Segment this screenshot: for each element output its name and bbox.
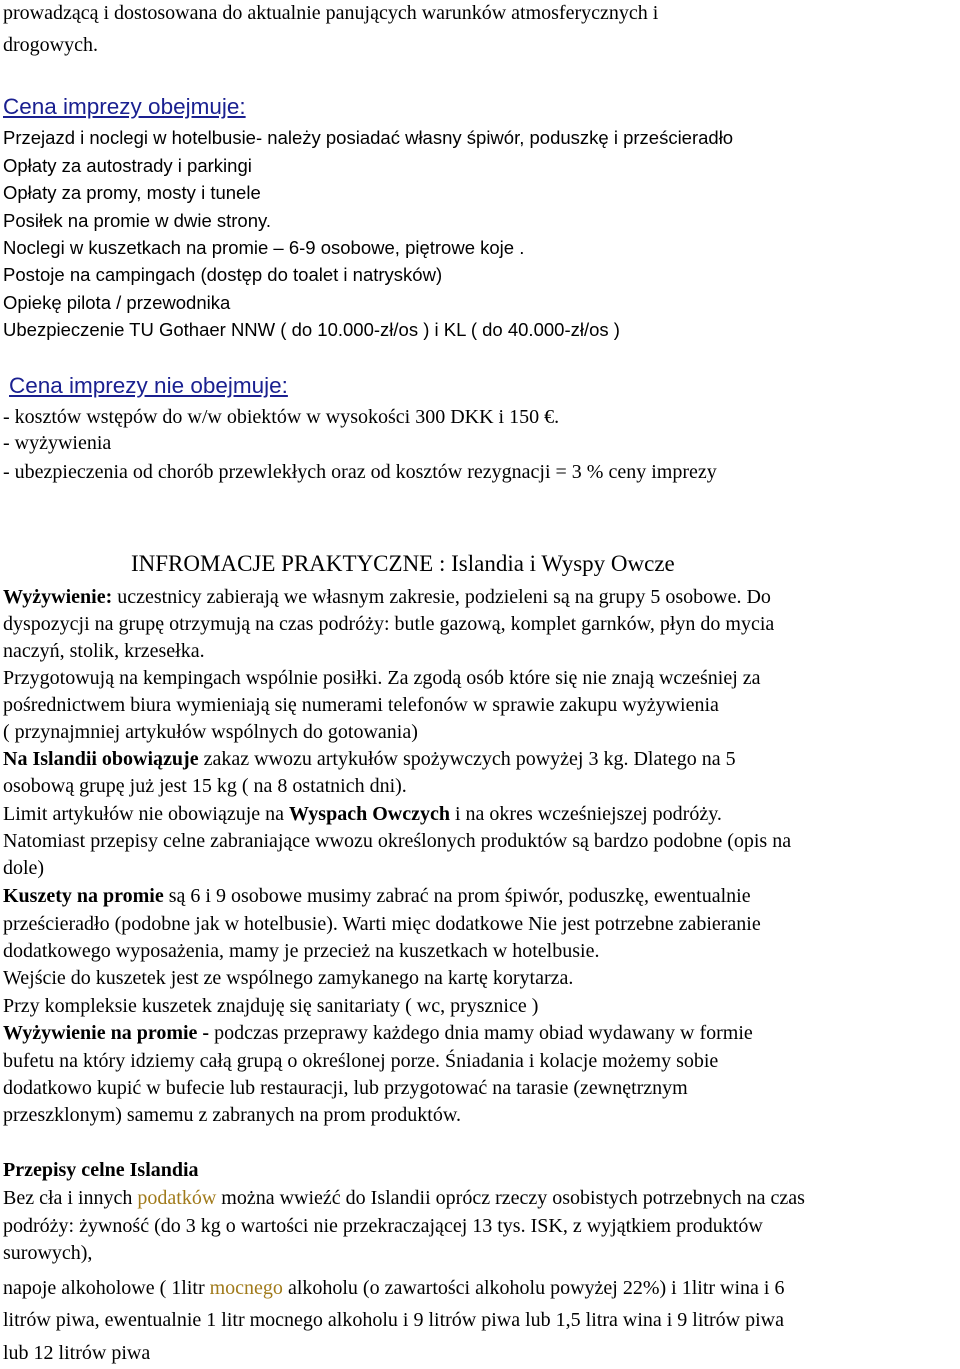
iceland-paragraph-line xyxy=(3,747,736,771)
entry-line: Wejście do kuszetek jest ze wspólnego zamykanego na kartę korytarza. xyxy=(3,967,574,989)
ferry-food-line: przeszklonym) samemu z zabranych na prom produktów. xyxy=(3,1104,461,1126)
food-paragraph-line: dyspozycji na grupę otrzymują na czas podróży: butle gazową, komplet garnków, płyn do mycia xyxy=(3,613,775,635)
ferry-food-text: podczas przeprawy każdego dnia mamy obiad wydawany w formie xyxy=(209,1022,753,1044)
rules-line: podróży: żywność (do 3 kg o wartości nie przekraczającej 13 tys. ISK, z wyjątkiem produktów xyxy=(3,1215,763,1237)
excluded-item: - ubezpieczenia od chorób przewlekłych oraz od kosztów rezygnacji = 3 % ceny imprezy xyxy=(3,461,717,483)
rules-line: surowych), xyxy=(3,1242,93,1264)
included-item: Noclegi w kuszetkach na promie – 6-9 osobowe, piętrowe koje . xyxy=(3,237,525,258)
mocnego-link[interactable]: mocnego xyxy=(209,1277,283,1299)
included-heading: Cena imprezy obejmuje: xyxy=(3,94,246,119)
intro-line-1: prowadzącą i dostosowana do aktualnie panujących warunków atmosferycznych i xyxy=(3,2,659,24)
included-item: Posiłek na promie w dwie strony. xyxy=(3,210,272,231)
podatkow-link[interactable]: podatków xyxy=(137,1187,217,1209)
rules-pre: Bez cła i innych xyxy=(3,1187,138,1209)
excluded-heading: Cena imprezy nie obejmuje: xyxy=(9,373,288,398)
included-item: Opiekę pilota / przewodnika xyxy=(3,292,231,313)
iceland-bold: Na Islandii obowiązuje xyxy=(3,748,199,770)
limit-pre: Limit artykułów nie obowiązuje na xyxy=(3,803,290,825)
food-label: Wyżywienie: xyxy=(3,586,113,608)
cabins-line: prześcieradło (podobne jak w hotelbusie). Warti mięc dodatkowe Nie jest potrzebne zabieranie xyxy=(3,913,761,935)
cooking-paragraph-line: Przygotowują na kempingach wspólnie posiłki. Za zgodą osób które się nie znają wcześniej za xyxy=(3,667,761,689)
cooking-paragraph-line: pośrednictwem biura wymieniają się numerami telefonów w sprawie zakupu wyżywienia xyxy=(3,694,719,716)
cabins-text: są 6 i 9 osobowe musimy zabrać na prom śpiwór, poduszkę, ewentualnie xyxy=(163,885,751,907)
food-paragraph-line xyxy=(3,585,771,609)
alcohol-post: alkoholu (o zawartości alkoholu powyżej 22%) i 1litr wina i 6 xyxy=(282,1277,785,1299)
customs-heading-text: Przepisy celne Islandia xyxy=(3,1159,199,1181)
included-item: Przejazd i noclegi w hotelbusie- należy posiadać własny śpiwór, poduszkę i prześcieradło xyxy=(3,127,734,148)
rules-line xyxy=(3,1276,784,1300)
included-item: Ubezpieczenie TU Gothaer NNW ( do 10.000-zł/os ) i KL ( do 40.000-zł/os ) xyxy=(3,319,620,340)
cabins-line: dodatkowego wyposażenia, mamy je przecież na kuszetkach w hotelbusie. xyxy=(3,940,600,962)
ferry-food-line: dodatkowo kupić w bufecie lub restauracji, lub przygotować na tarasie (zewnętrznym xyxy=(3,1077,688,1099)
iceland-text: zakaz wwozu artykułów spożywczych powyżej 3 kg. Dlatego na 5 xyxy=(198,748,736,770)
practical-title: INFROMACJE PRAKTYCZNE : Islandia i Wyspy Owcze xyxy=(131,551,675,576)
ferry-food-line: bufetu na który idziemy całą grupą o określonej porze. Śniadania i kolacje możemy sobie xyxy=(3,1050,719,1072)
cabins-bold: Kuszety na promie xyxy=(3,885,164,907)
limit-line xyxy=(3,802,722,826)
intro-line-2: drogowych. xyxy=(3,34,98,56)
limit-bold: Wyspach Owczych xyxy=(289,803,450,825)
cabins-line xyxy=(3,884,751,908)
customs-line: dole) xyxy=(3,857,45,879)
cooking-paragraph-line: ( przynajmniej artykułów wspólnych do gotowania) xyxy=(3,721,418,743)
food-text: uczestnicy zabierają we własnym zakresie, podzieleni są na grupy 5 osobowe. Do xyxy=(112,586,771,608)
rules-line: lub 12 litrów piwa xyxy=(3,1342,151,1364)
rules-post: można wwieźć do Islandii oprócz rzeczy osobistych potrzebnych na czas xyxy=(216,1187,805,1209)
ferry-food-bold: Wyżywienie na promie - xyxy=(3,1022,210,1044)
included-item: Postoje na campingach (dostęp do toalet i natrysków) xyxy=(3,264,443,285)
excluded-item: - wyżywienia xyxy=(3,432,112,454)
alcohol-pre: napoje alkoholowe ( 1litr xyxy=(3,1277,210,1299)
iceland-paragraph-line: osobową grupę już jest 15 kg ( na 8 ostatnich dni). xyxy=(3,775,407,797)
sanitary-line: Przy kompleksie kuszetek znajduję się sanitariaty ( wc, prysznice ) xyxy=(3,995,539,1017)
included-item: Opłaty za autostrady i parkingi xyxy=(3,155,252,176)
rules-line xyxy=(3,1186,805,1210)
excluded-item: - kosztów wstępów do w/w obiektów w wysokości 300 DKK i 150 €. xyxy=(3,406,560,428)
rules-line: litrów piwa, ewentualnie 1 litr mocnego alkoholu i 9 litrów piwa lub 1,5 litra wina i 9 litrów piwa xyxy=(3,1309,784,1331)
ferry-food-line xyxy=(3,1021,753,1045)
limit-post: i na okres wcześniejszej podróży. xyxy=(449,803,722,825)
food-paragraph-line: naczyń, stolik, krzesełka. xyxy=(3,640,205,662)
included-item: Opłaty za promy, mosty i tunele xyxy=(3,182,261,203)
customs-line: Natomiast przepisy celne zabraniające wwozu określonych produktów są bardzo podobne (opis na xyxy=(3,830,792,852)
customs-heading xyxy=(3,1158,199,1182)
